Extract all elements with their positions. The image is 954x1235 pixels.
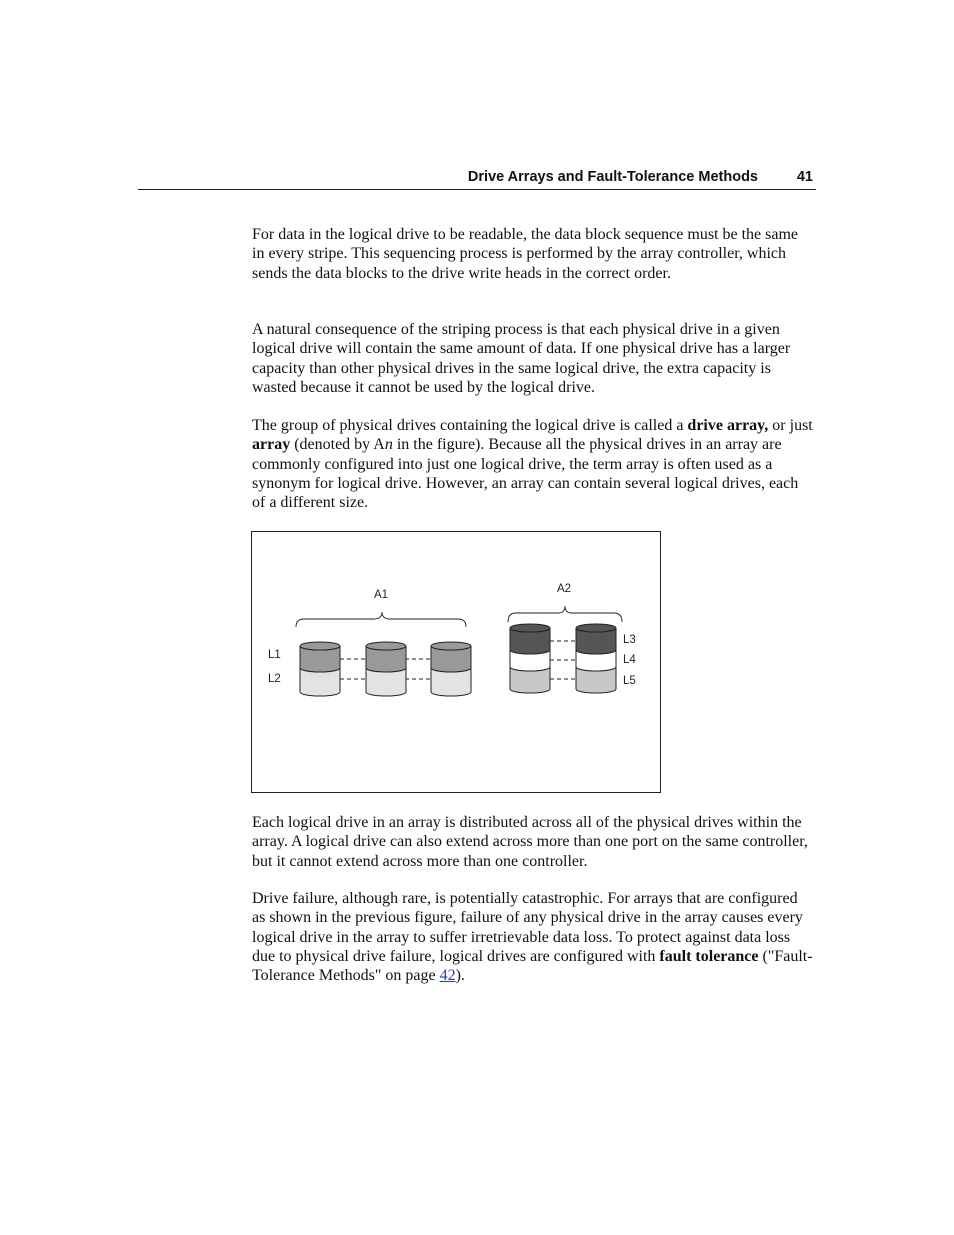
logical-label-l4: L4 [623, 654, 636, 666]
drive-a1-1 [300, 642, 340, 696]
paragraph-4: Each logical drive in an array is distributed across all of the physical drives within the array. A logical drive can also extend across more than one port on the same controller, but it cannot extend across more than one controller. [252, 814, 808, 870]
p5-text-3: ). [455, 967, 465, 985]
term-array: array [252, 436, 291, 454]
p5-text-2: ("Fault-Tolerance Methods" on page [252, 947, 813, 985]
brace-a2 [508, 606, 622, 622]
page-number: 41 [796, 169, 813, 185]
array-label-a2: A2 [557, 583, 572, 595]
a2-connectors [550, 641, 576, 679]
p5-text-1: Drive failure, although rare, is potentially catastrophic. For arrays that are configured as shown in the previous figure, failure of any physical drive in the array causes every logical drive in the array to suffer irretrievable data loss. To protect against data loss due to physical drive failure, logical drives are configured with [252, 890, 803, 965]
physical-drives [300, 624, 616, 696]
logical-label-l2: L2 [268, 673, 281, 685]
drive-array-figure [251, 531, 661, 793]
logical-label-l1: L1 [268, 649, 281, 661]
chapter-title: Drive Arrays and Fault-Tolerance Methods [467, 169, 758, 185]
array-label-a1: A1 [374, 589, 389, 601]
p3-text-2: or just [768, 417, 813, 434]
logical-label-l5: L5 [623, 675, 636, 687]
figure-drawing [252, 532, 662, 794]
term-fault-tolerance: fault tolerance [659, 947, 759, 965]
drive-a2-1 [510, 624, 550, 693]
drive-a1-3 [431, 642, 471, 696]
paragraph-1: For data in the logical drive to be readable, the data block sequence must be the same in every stripe. This sequencing process is performed by the array controller, which sends the data blocks to the drive write heads in the correct order. [252, 226, 799, 282]
brace-a1 [296, 612, 466, 627]
running-header [138, 168, 816, 190]
term-drive-array: drive array, [687, 417, 769, 434]
p3-text-4: in the figure). Because all the physical drives in an array are commonly configured into just one logical drive, the term array is often used as a synonym for logical drive. However, an array can contain several logical drives, each of a different size. [252, 436, 799, 512]
italic-n: n [384, 436, 393, 454]
page-link[interactable]: 42 [439, 967, 456, 985]
p3-text-3: (denoted by A [290, 436, 385, 454]
paragraph-2: A natural consequence of the striping process is that each physical drive in a given logical drive will contain the same amount of data. If one physical drive has a larger capacity than other physical drives in the same logical drive, the extra capacity is wasted because it cannot be used by the logical drive. [252, 321, 791, 396]
paragraph-5 [252, 889, 814, 985]
drive-a2-2 [576, 624, 616, 693]
p3-text-1: The group of physical drives containing the logical drive is called a [252, 417, 688, 434]
paragraph-3 [252, 416, 814, 512]
logical-label-l3: L3 [623, 634, 636, 646]
drive-a1-2 [366, 642, 406, 696]
